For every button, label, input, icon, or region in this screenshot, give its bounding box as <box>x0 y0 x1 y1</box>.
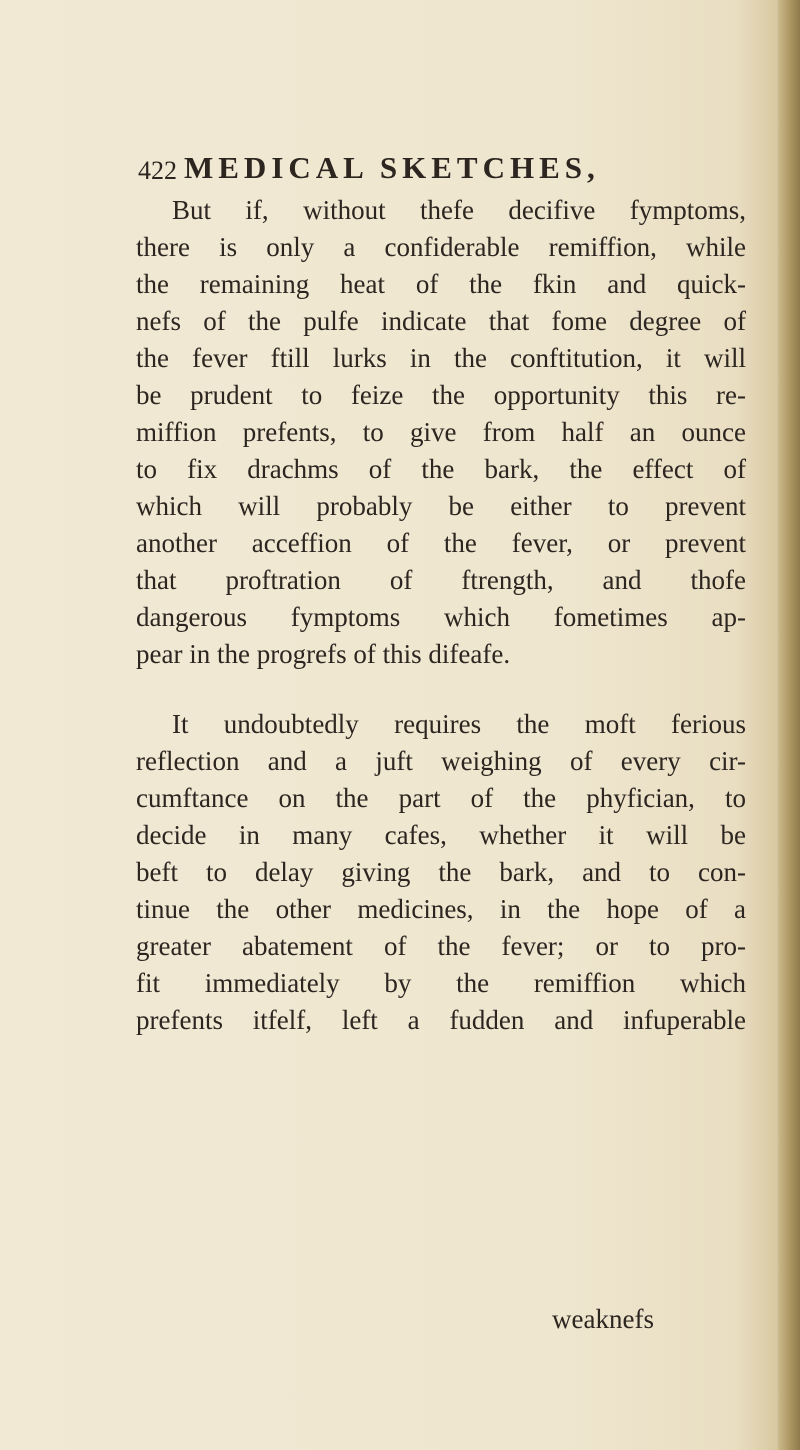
text-line: But if, without thefe decifive fymptoms, <box>172 195 746 225</box>
page-edge <box>778 0 800 1450</box>
paragraph-1 <box>136 192 746 673</box>
text-line: tinue the other medicines, in the hope of a <box>136 894 746 924</box>
page-header <box>138 150 658 190</box>
text-line: nefs of the pulfe indicate that fome degree of <box>136 306 746 336</box>
paragraph-2 <box>136 706 746 1334</box>
catchword: weaknefs <box>552 1304 654 1334</box>
text-line: another acceffion of the fever, or prevent <box>136 528 746 558</box>
text-line: there is only a confiderable remiffion, while <box>136 232 746 262</box>
body-text <box>136 192 746 1334</box>
text-line: be prudent to feize the opportunity this re- <box>136 380 746 410</box>
text-line: that proftration of ftrength, and thofe <box>136 565 746 595</box>
text-line: dangerous fymptoms which fometimes ap- <box>136 602 746 632</box>
text-line: pear in the progrefs of this difeafe. <box>136 639 511 669</box>
text-line: decide in many cafes, whether it will be <box>136 820 746 850</box>
running-head: MEDICAL SKETCHES, <box>184 150 600 185</box>
text-line: beft to delay giving the bark, and to con- <box>136 857 746 887</box>
text-line: It undoubtedly requires the moft ferious <box>172 709 746 739</box>
text-line: cumftance on the part of the phyfician, to <box>136 783 746 813</box>
text-line: prefents itfelf, left a fudden and infuperable <box>136 1005 746 1035</box>
text-line: miffion prefents, to give from half an ounce <box>136 417 746 447</box>
text-line: the fever ftill lurks in the conftitution, it will <box>136 343 746 373</box>
text-line: the remaining heat of the fkin and quick- <box>136 269 746 299</box>
paragraph-gap <box>136 673 746 706</box>
text-line: fit immediately by the remiffion which <box>136 968 746 998</box>
text-line: to fix drachms of the bark, the effect of <box>136 454 746 484</box>
text-line: which will probably be either to prevent <box>136 491 746 521</box>
page-number: 422 <box>138 156 177 185</box>
text-line: greater abatement of the fever; or to pro- <box>136 931 746 961</box>
text-line: reflection and a juft weighing of every cir- <box>136 746 746 776</box>
